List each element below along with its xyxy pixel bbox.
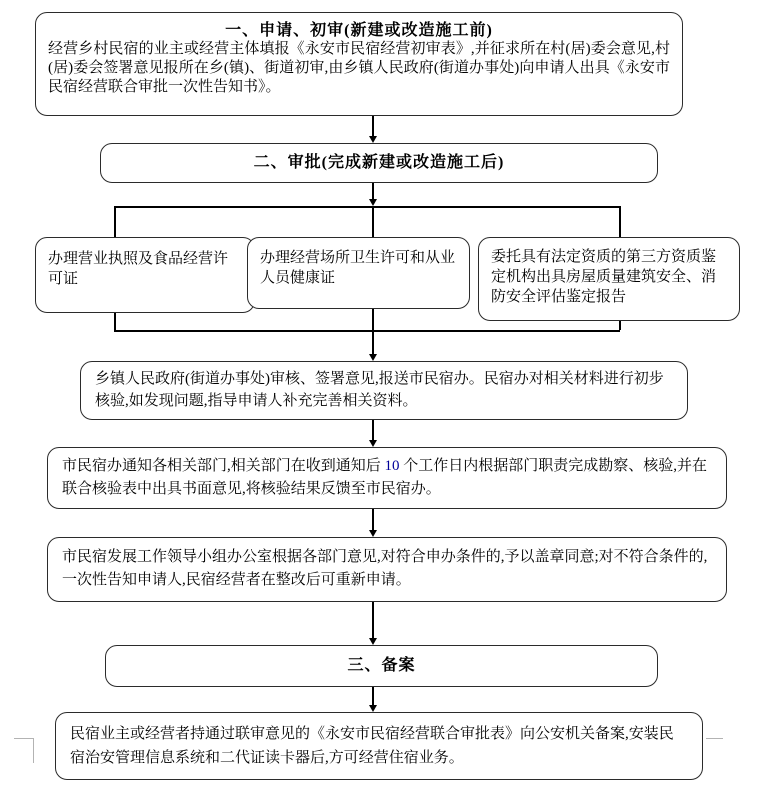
convergence-line (114, 330, 620, 332)
branch-hygiene-text: 办理经营场所卫生许可和从业人员健康证 (260, 250, 456, 286)
connector-to-leading-group (372, 509, 374, 532)
stage1-box (35, 12, 683, 116)
connector-to-stage3 (372, 602, 374, 640)
branch-license-box (35, 237, 255, 313)
stub-from-branch-appraisal (619, 321, 621, 330)
township-review-box (80, 361, 688, 420)
arrow-down-icon (369, 705, 377, 712)
connector-stage2-distribution (372, 183, 374, 200)
branch-appraisal-box (478, 237, 740, 321)
stub-from-branch-license (114, 313, 116, 330)
stage3-title: 三、备案 (347, 657, 416, 674)
canvas-anchor-right-tick (706, 738, 723, 739)
stage2-box (100, 143, 658, 183)
connector-to-police-filing (372, 687, 374, 707)
stage1-title: 一、申请、初审(新建或改造施工前) (225, 22, 493, 39)
connector-to-township-review (372, 330, 374, 355)
stage3-box (105, 645, 658, 687)
verification-text-after: 个工作日内根据部门职责完成勘察、核验,并在联合核验表中出具书面意见,将核验结果反馈至市民宿办。 (62, 458, 708, 497)
working-days-number: 10 (384, 458, 400, 474)
leading-group-decision-box (47, 537, 727, 602)
police-filing-box (55, 712, 703, 780)
canvas-anchor-corner-horizontal (14, 738, 34, 739)
canvas-anchor-corner-vertical (33, 738, 34, 763)
leading-group-decision-text: 市民宿发展工作领导小组办公室根据各部门意见,对符合申办条件的,予以盖章同意;对不符合条件的,一次性告知申请人,民宿经营者在整改后可重新申请。 (62, 549, 708, 588)
department-verification-text (62, 455, 712, 501)
connector-to-department-verification (372, 420, 374, 441)
stage1-body: 经营乡村民宿的业主或经营主体填报《永安市民宿经营初审表》,并征求所在村(居)委会意见,村(居)委会签署意见报所在乡(镇)、街道初审,由乡镇人民政府(街道办事处)向申请人出具《永安市民宿经营联合审批一次性告知书》。 (48, 41, 670, 95)
police-filing-text: 民宿业主或经营者持通过联审意见的《永安市民宿经营联合审批表》向公安机关备案,安装民宿治安管理信息系统和二代证读卡器后,方可经营住宿业务。 (70, 726, 674, 766)
arrow-down-icon (369, 440, 377, 447)
branch-appraisal-text: 委托具有法定资质的第三方资质鉴定机构出具房屋质量建筑安全、消防安全评估鉴定报告 (491, 249, 717, 305)
arrow-down-icon (369, 638, 377, 645)
department-verification-box (47, 447, 727, 509)
drop-to-branch-hygiene (372, 206, 374, 237)
stub-from-branch-hygiene (372, 309, 374, 330)
verification-text-before: 市民宿办通知各相关部门,相关部门在收到通知后 (62, 458, 385, 474)
arrow-down-icon (369, 136, 377, 143)
drop-to-branch-appraisal (619, 206, 621, 237)
stage2-title: 二、审批(完成新建或改造施工后) (253, 154, 505, 171)
arrow-down-icon (369, 199, 377, 206)
branch-license-text: 办理营业执照及食品经营许可证 (48, 251, 229, 287)
township-review-text: 乡镇人民政府(街道办事处)审核、签署意见,报送市民宿办。民宿办对相关材料进行初步核验,如发现问题,指导申请人补充完善相关资料。 (95, 371, 664, 409)
branch-hygiene-box (247, 237, 470, 309)
arrow-down-icon (369, 530, 377, 537)
connector-stage1-stage2 (372, 116, 374, 137)
arrow-down-icon (369, 354, 377, 361)
drop-to-branch-license (114, 206, 116, 237)
distribution-line (115, 206, 620, 208)
